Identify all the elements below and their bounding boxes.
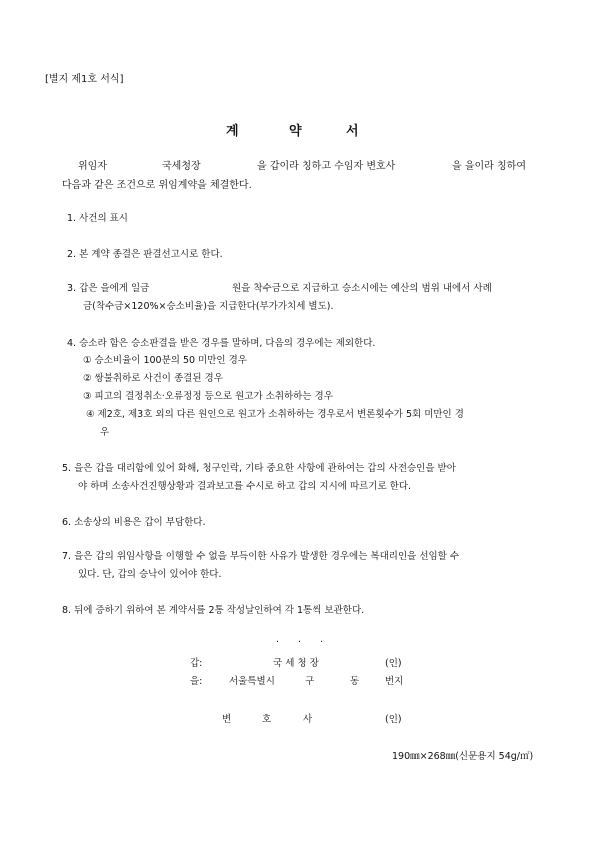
- item-3-line-2: 금(착수금×120%×승소비율)을 지급한다(부가가치세 별도).: [83, 301, 334, 312]
- party-a-label: 갑:: [190, 658, 203, 669]
- lawyer-char: 호: [262, 714, 272, 725]
- item-4-sub-1: ① 승소비율이 100분의 50 미만인 경우: [83, 355, 247, 366]
- item-3-line-1b: 원을 착수금으로 지급하고 승소시에는 예산의 범위 내에서 사례: [232, 283, 492, 294]
- item-1: 1. 사건의 표시: [67, 213, 128, 224]
- item-6: 6. 소송상의 비용은 갑이 부담한다.: [62, 517, 206, 528]
- item-5-line-1: 5. 을은 갑을 대리함에 있어 화해, 청구인락, 기타 중요한 사항에 관하여는 갑의 사전승인을 받아: [62, 463, 456, 474]
- intro-party-a-text: 을 갑이라 칭하고 수임자 변호사: [257, 161, 396, 172]
- party-a-seal: (인): [385, 658, 402, 669]
- item-4-sub-4b: 우: [100, 427, 110, 438]
- form-label: [별지 제1호 서식]: [45, 74, 124, 85]
- party-b-seal: (인): [385, 714, 402, 725]
- date-placeholder: . . .: [276, 634, 332, 645]
- lawyer-char: 변: [222, 714, 232, 725]
- intro-commissioner: 국세청장: [162, 161, 201, 172]
- item-4-sub-3: ③ 피고의 결정취소·오류정정 등으로 원고가 소취하하는 경우: [83, 391, 333, 402]
- intro-delegator-label: 위임자: [78, 161, 107, 172]
- item-5-line-2: 야 하며 소송사건진행상황과 결과보고를 수시로 하고 갑의 지시에 따르기로 한다.: [78, 481, 412, 492]
- address-gu: 구: [305, 676, 315, 687]
- party-b-label: 을:: [190, 676, 203, 687]
- address-city: 서울특별시: [229, 676, 275, 687]
- intro-party-b-text: 을 을이라 칭하여: [452, 161, 526, 172]
- lawyer-char: 사: [303, 714, 313, 725]
- title-char: 계: [226, 124, 239, 139]
- item-4-sub-2: ② 쌍불취하로 사건이 종결된 경우: [83, 373, 223, 384]
- address-dong: 동: [350, 676, 360, 687]
- title-char: 약: [289, 124, 302, 139]
- item-7-line-1: 7. 을은 갑의 위임사항을 이행할 수 없을 부득이한 사유가 발생한 경우에는 복대리인을 선임할 수: [62, 551, 460, 562]
- party-a-title: 국 세 청 장: [273, 658, 319, 669]
- address-bunji: 번지: [385, 676, 404, 687]
- paper-spec: 190㎜×268㎜(신문용지 54g/㎡): [392, 751, 534, 762]
- item-2: 2. 본 계약 종결은 판결선고시로 한다.: [67, 249, 223, 260]
- item-8: 8. 뒤에 증하기 위하여 본 계약서를 2통 작성날인하여 각 1통씩 보관한다.: [62, 605, 365, 616]
- item-3-line-1a: 3. 갑은 을에게 일금: [67, 283, 150, 294]
- item-4-sub-4a: ④ 제2호, 제3호 외의 다른 원인으로 원고가 소취하하는 경우로서 변론횟수가 5회 미만인 경: [86, 409, 464, 420]
- title-char: 서: [346, 124, 359, 139]
- intro-line-2: 다음과 같은 조건으로 위임계약을 체결한다.: [62, 180, 252, 191]
- item-7-line-2: 있다. 단, 갑의 승낙이 있어야 한다.: [78, 569, 222, 580]
- item-4-heading: 4. 승소라 함은 승소판결을 받은 경우를 말하며, 다음의 경우에는 제외한다.: [67, 338, 376, 349]
